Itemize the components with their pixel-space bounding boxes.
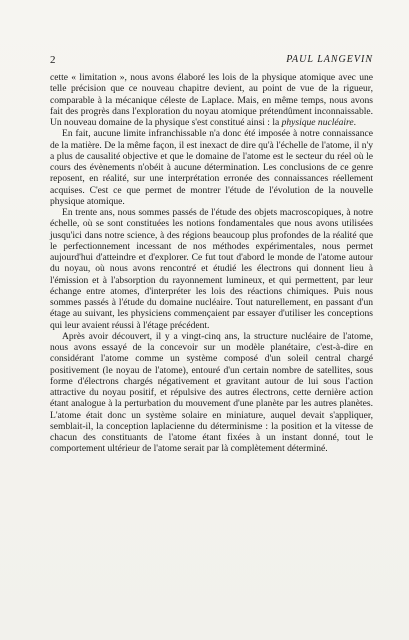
- paragraph: En trente ans, nous sommes passés de l'étude des objets macroscopiques, à notre échelle, où se sont constituées les notions fondamentales que nous avons utilisées jusqu'ici dans notre science, à des régions beaucoup plus profondes de la réalité que le perfectionnement incessant de nos méthodes expérimentales, nous permet aujourd'hui d'atteindre et d'explorer. Ce fut tout d'abord le monde de l'atome autour du noyau, où nous avons rencontré et étudié les électrons qui donnent lieu à l'émission et à l'absorption du rayonnement lumineux, et qui permettent, par leur échange entre atomes, d'interpréter les lois des réactions chimiques. Puis nous sommes passés à l'étude du domaine nucléaire. Tout naturellement, en passant d'un étage au suivant, les physiciens commençaient par essayer d'utiliser les conceptions qui leur avaient réussi à l'étage précédent.: [50, 207, 373, 331]
- body-text: [50, 72, 373, 455]
- paragraph: Après avoir découvert, il y a vingt-cinq ans, la structure nucléaire de l'atome, nous avons essayé de la concevoir sur un modèle planétaire, c'est-à-dire en considérant l'atome comme un système composé d'un soleil central chargé positivement (le noyau de l'atome), entouré d'un certain nombre de satellites, sous forme d'électrons chargés négativement et gravitant autour de lui sous l'action attractive du noyau positif, et répulsive des autres électrons, cette dernière action étant analogue à la perturbation du mouvement d'une planète par les autres planètes. L'atome était donc un système solaire en miniature, auquel devait s'appliquer, semblait-il, la conception laplacienne du déterminisme : la position et la vitesse de chacun des constituants de l'atome étant fixées à un instant donné, tout le comportement ultérieur de l'atome serait par là complètement déterminé.: [50, 330, 373, 455]
- page-header: [50, 54, 373, 68]
- page-number: 2: [50, 54, 56, 66]
- paragraph: [50, 72, 373, 128]
- paragraph-text: .: [353, 117, 357, 128]
- paragraph: En fait, aucune limite infranchissable n'a donc été imposée à notre connaissance de la matière. De la même façon, il est inexact de dire qu'à l'échelle de l'atome, il n'y a plus de causalité objective et que le domaine de l'atome est le secteur du réel où le cours des évènements n'obéit à aucune détermination. Les conclusions de ce genre reposent, en réalité, sur une interprétation erronée des connaissances réellement acquises. C'est ce que permet de montrer l'étude de l'évolution de la nouvelle physique atomique.: [50, 128, 373, 207]
- paragraph-italic-term: physique nucléaire: [281, 117, 354, 128]
- running-head: PAUL LANGEVIN: [286, 54, 373, 65]
- paragraph-text: cette « limitation », nous avons élaboré les lois de la physique atomique avec une telle précision que ce nouveau chapitre devient, au point de vue de la rigueur, comparable à la mécanique céleste de Laplace. Mais, en même temps, nous avons fait des progrès dans l'exploration du noyau atomique prétendûment inconnaissable. Un nouveau domaine de la physique s'est constitué ainsi : la: [50, 72, 373, 128]
